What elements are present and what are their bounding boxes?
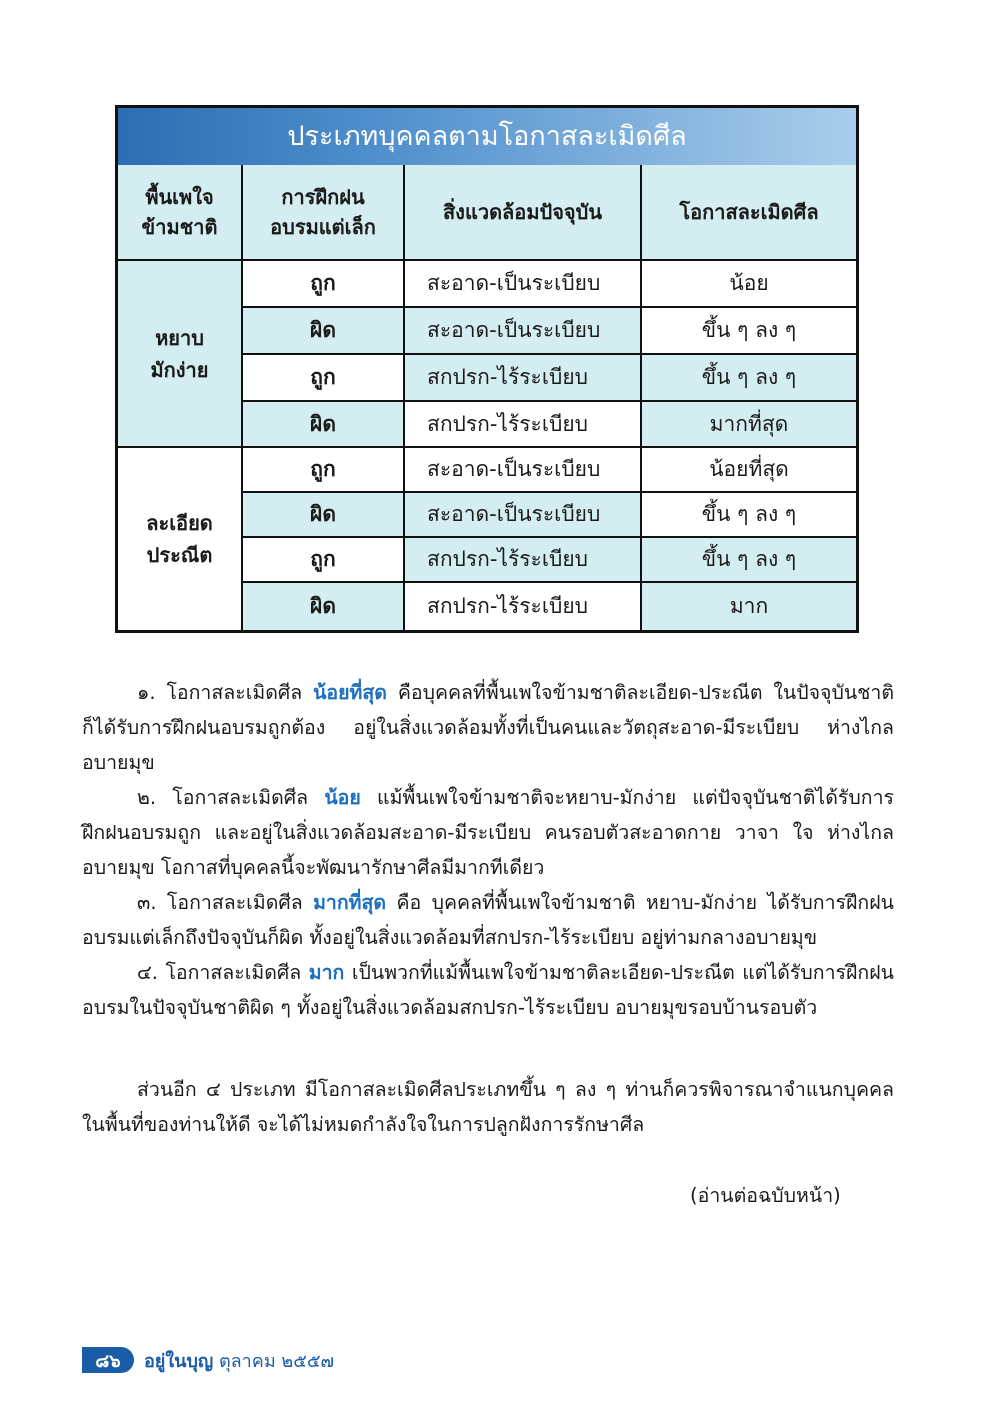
table-cell-training: ผิด [243,583,405,630]
magazine-name: อยู่ในบุญ [144,1350,214,1372]
header-environment: สิ่งแวดล้อมปัจจุบัน [405,165,642,261]
table-cell-training: ผิด [243,402,405,448]
table-cell-environment: สกปรก-ไร้ระเบียบ [405,538,642,583]
table-cell-environment: สกปรก-ไร้ระเบียบ [405,402,642,448]
issue-date: ตุลาคม ๒๕๕๗ [218,1350,335,1372]
paragraph-5: ส่วนอีก ๔ ประเภท มีโอกาสละเมิดศีลประเภทขึ้น ๆ ลง ๆ ท่านก็ควรพิจารณาจำแนกบุคคลในพื้นที่ของท่านให้ดี จะได้ไม่หมดกำลังใจในการปลูกฝังการรักษาศีล [82,1078,894,1136]
table-cell-chance: น้อย [642,261,856,308]
table-cell-chance: ขึ้น ๆ ลง ๆ [642,493,856,538]
table-cell-chance: ขึ้น ๆ ลง ๆ [642,355,856,402]
paragraph-3: ๓. โอกาสละเมิดศีล มากที่สุด คือ บุคคลที่พื้นเพใจข้ามชาติ หยาบ-มักง่าย ได้รับการฝึกฝนอบรมแต่เล็กถึงปัจจุบันก็ผิด ทั้งอยู่ในสิ่งแวดล้อมที่สกปรก-ไร้ระเบียบ อยู่ท่ามกลางอบายมุข [82,891,894,949]
table-cell-environment: สะอาด-เป็นระเบียบ [405,493,642,538]
table-cell-training: ผิด [243,493,405,538]
table-cell-chance: ขึ้น ๆ ลง ๆ [642,308,856,355]
table-cell-training: ผิด [243,308,405,355]
table-cell-environment: สะอาด-เป็นระเบียบ [405,448,642,493]
body-text-closing [82,1072,894,1142]
highlight-high: มาก [308,961,345,984]
table-cell-chance: น้อยที่สุด [642,448,856,493]
table-cell-environment: สกปรก-ไร้ระเบียบ [405,355,642,402]
table-cell-training: ถูก [243,448,405,493]
highlight-most: มากที่สุด [313,891,387,914]
highlight-least: น้อยที่สุด [313,681,387,704]
paragraph-4: ๔. โอกาสละเมิดศีล มาก เป็นพวกที่แม้พื้นเพใจข้ามชาติละเอียด-ประณีต แต่ได้รับการฝึกฝนอบรมในปัจจุบันชาติผิด ๆ ทั้งอยู่ในสิ่งแวดล้อมสกปรก-ไร้ระเบียบ อบายมุขรอบบ้านรอบตัว [82,961,894,1019]
body-text [82,675,894,1025]
table-cell-chance: ขึ้น ๆ ลง ๆ [642,538,856,583]
table-cell-environment: สกปรก-ไร้ระเบียบ [405,583,642,630]
paragraph-1: ๑. โอกาสละเมิดศีล น้อยที่สุด คือบุคคลที่พื้นเพใจข้ามชาติละเอียด-ประณีต ในปัจจุบันชาติก็ได้รับการฝึกฝนอบรมถูกต้อง อยู่ในสิ่งแวดล้อมทั้งที่เป็นคนและวัตถุสะอาด-มีระเบียบ ห่างไกลอบายมุข [82,681,894,774]
table-cell-training: ถูก [243,355,405,402]
group-label-coarse: หยาบ มักง่าย [118,261,243,448]
table-cell-environment: สะอาด-เป็นระเบียบ [405,308,642,355]
group-label-refined: ละเอียด ประณีต [118,448,243,630]
page-footer [82,1347,334,1373]
continued-note: (อ่านต่อฉบับหน้า) [690,1184,841,1207]
table-cell-environment: สะอาด-เป็นระเบียบ [405,261,642,308]
table-cell-training: ถูก [243,261,405,308]
table-cell-chance: มาก [642,583,856,630]
table-cell-chance: มากที่สุด [642,402,856,448]
page-number: ๘๖ [82,1347,134,1373]
header-chance: โอกาสละเมิดศีล [642,165,856,261]
table-title: ประเภทบุคคลตามโอกาสละเมิดศีล [118,108,856,167]
type-table [115,105,859,633]
paragraph-2: ๒. โอกาสละเมิดศีล น้อย แม้พื้นเพใจข้ามชาติจะหยาบ-มักง่าย แต่ปัจจุบันชาติได้รับการฝึกฝนอบรมถูก และอยู่ในสิ่งแวดล้อมสะอาด-มีระเบียบ คนรอบตัวสะอาดกาย วาจา ใจ ห่างไกลอบายมุข โอกาสที่บุคคลนี้จะพัฒนารักษาศีลมีมากทีเดียว [82,786,894,879]
header-training: การฝึกฝน อบรมแต่เล็ก [243,165,405,261]
table-cell-training: ถูก [243,538,405,583]
highlight-low: น้อย [324,786,361,809]
header-background-mind: พื้นเพใจ ข้ามชาติ [118,165,243,261]
